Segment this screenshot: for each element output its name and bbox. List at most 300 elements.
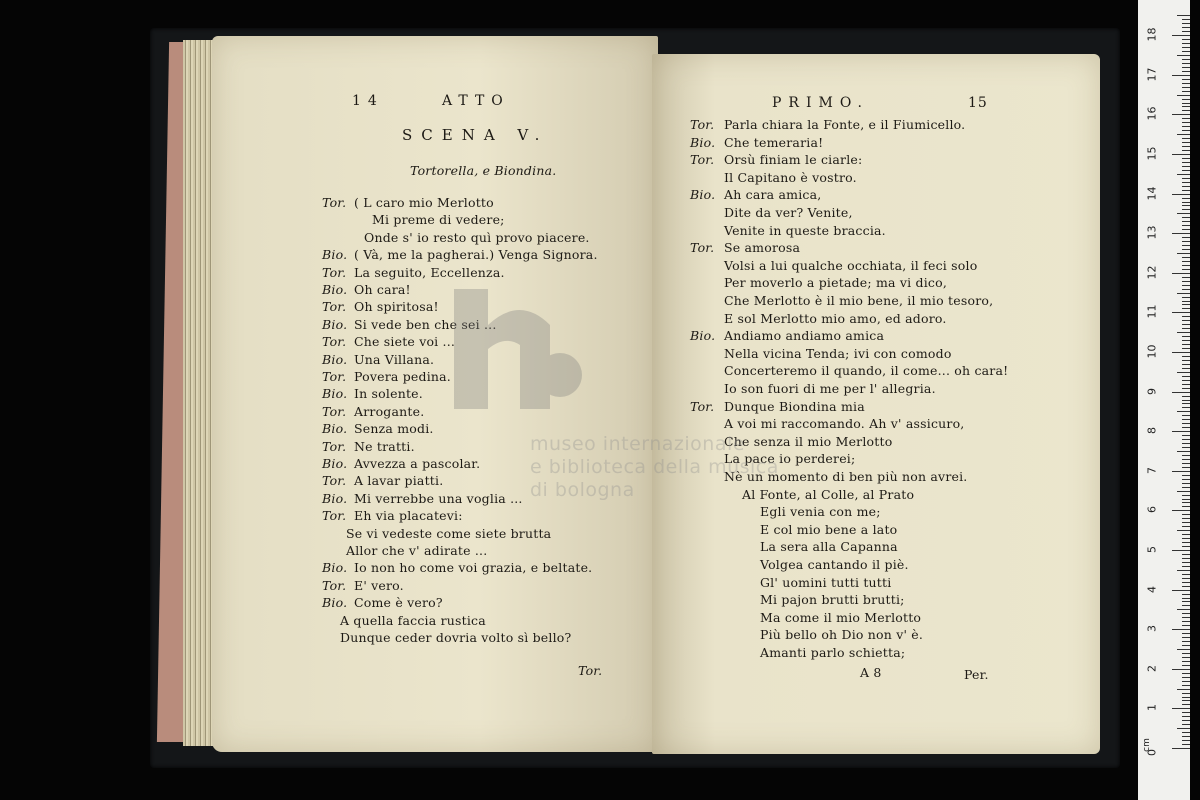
ruler-tick xyxy=(1182,697,1190,698)
right-text-line: Se amorosa xyxy=(724,240,801,256)
ruler-tick xyxy=(1182,439,1190,440)
ruler-tick xyxy=(1182,744,1190,745)
ruler-tick xyxy=(1182,225,1190,226)
ruler-number: 0 xyxy=(1145,749,1159,756)
right-text-line: Egli venia con me; xyxy=(760,504,881,520)
ruler-tick xyxy=(1182,384,1190,385)
ruler-tick xyxy=(1182,91,1190,92)
left-text-line: A lavar piatti. xyxy=(354,473,444,489)
ruler-tick xyxy=(1182,423,1190,424)
ruler-tick xyxy=(1182,502,1190,503)
ruler-tick xyxy=(1182,605,1190,606)
scene-characters: Tortorella, e Biondina. xyxy=(410,163,557,178)
ruler-tick xyxy=(1182,518,1190,519)
ruler-tick xyxy=(1182,43,1190,44)
left-speaker-label: Tor. xyxy=(322,403,347,419)
right-speaker-label: Bio. xyxy=(690,187,716,203)
ruler-tick xyxy=(1182,356,1190,357)
ruler-tick xyxy=(1182,661,1190,662)
ruler-tick xyxy=(1177,253,1190,254)
ruler-tick xyxy=(1182,320,1190,321)
ruler-tick xyxy=(1182,186,1190,187)
ruler-number: 12 xyxy=(1145,265,1159,280)
ruler-tick xyxy=(1182,562,1190,563)
right-speaker-label: Tor. xyxy=(690,152,715,168)
left-text-line: Eh via placatevi: xyxy=(354,508,463,524)
ruler-tick xyxy=(1172,510,1190,511)
ruler-tick xyxy=(1182,598,1190,599)
ruler-tick xyxy=(1182,396,1190,397)
ruler-number: 10 xyxy=(1145,344,1159,359)
ruler-number: 15 xyxy=(1145,146,1159,161)
left-catchword: Tor. xyxy=(578,663,603,678)
ruler-number: 9 xyxy=(1145,387,1159,395)
ruler-number: 11 xyxy=(1145,304,1159,319)
left-text-line: Ne tratti. xyxy=(354,438,415,454)
right-speaker-label: Tor. xyxy=(690,240,715,256)
left-text-line: ( Và, me la pagherai.) Venga Signora. xyxy=(354,247,598,263)
left-page xyxy=(212,36,658,752)
ruler-tick xyxy=(1182,388,1190,389)
ruler-tick xyxy=(1182,103,1190,104)
ruler-tick xyxy=(1182,681,1190,682)
watermark-line-1: museo internazionale xyxy=(530,433,745,455)
left-speaker-label: Tor. xyxy=(322,438,347,454)
ruler-tick xyxy=(1182,621,1190,622)
ruler-tick xyxy=(1172,154,1190,155)
ruler-tick xyxy=(1172,431,1190,432)
left-speaker-label: Bio. xyxy=(322,351,348,367)
left-speaker-label: Tor. xyxy=(322,577,347,593)
ruler-tick xyxy=(1182,467,1190,468)
ruler-tick xyxy=(1172,194,1190,195)
ruler-tick xyxy=(1177,570,1190,571)
ruler-tick xyxy=(1182,245,1190,246)
ruler-tick xyxy=(1177,609,1190,610)
ruler-tick xyxy=(1182,443,1190,444)
ruler-tick xyxy=(1182,249,1190,250)
right-text-line: Amanti parlo schietta; xyxy=(760,645,906,660)
ruler-tick xyxy=(1182,364,1190,365)
left-running-title: ATTO xyxy=(442,93,510,109)
ruler-tick xyxy=(1182,613,1190,614)
ruler-number: 4 xyxy=(1145,585,1159,593)
ruler-tick xyxy=(1182,281,1190,282)
left-speaker-label: Bio. xyxy=(322,386,348,402)
right-running-title: PRIMO. xyxy=(772,95,869,111)
left-text-line: Come è vero? xyxy=(354,595,443,611)
ruler-tick xyxy=(1182,39,1190,40)
ruler-tick xyxy=(1182,110,1190,111)
right-text-line: La sera alla Capanna xyxy=(760,539,898,555)
left-speaker-label: Tor. xyxy=(322,334,347,350)
ruler-tick xyxy=(1182,736,1190,737)
ruler-tick xyxy=(1182,455,1190,456)
ruler-tick xyxy=(1182,720,1190,721)
ruler-tick xyxy=(1182,217,1190,218)
right-text-line: Che senza il mio Merlotto xyxy=(724,433,893,449)
right-speaker-label: Bio. xyxy=(690,134,716,150)
right-text-line: Andiamo andiamo amica xyxy=(724,328,885,344)
left-text-line: Povera pedina. xyxy=(354,369,451,384)
ruler-tick xyxy=(1182,59,1190,60)
ruler-tick xyxy=(1182,522,1190,523)
left-text-line: Se vi vedeste come siete brutta xyxy=(346,525,552,541)
ruler-tick xyxy=(1172,590,1190,591)
right-text-line: Mi pajon brutti brutti; xyxy=(760,592,905,608)
scale-ruler xyxy=(1138,0,1190,800)
right-text-line: Ah cara amica, xyxy=(724,187,822,203)
ruler-tick xyxy=(1182,301,1190,302)
left-text-line: Avvezza a pascolar. xyxy=(354,456,481,471)
ruler-tick xyxy=(1182,542,1190,543)
ruler-tick xyxy=(1172,629,1190,630)
right-speaker-label: Bio. xyxy=(690,328,716,344)
ruler-tick xyxy=(1182,716,1190,717)
left-speaker-label: Tor. xyxy=(322,369,347,384)
ruler-tick xyxy=(1182,475,1190,476)
left-text-line: E' vero. xyxy=(354,577,404,593)
ruler-tick xyxy=(1182,637,1190,638)
right-speaker-label: Tor. xyxy=(690,117,715,132)
ruler-tick xyxy=(1182,526,1190,527)
ruler-tick xyxy=(1182,138,1190,139)
ruler-tick xyxy=(1182,202,1190,203)
ruler-tick xyxy=(1182,63,1190,64)
ruler-tick xyxy=(1182,130,1190,131)
ruler-tick xyxy=(1182,261,1190,262)
ruler-tick xyxy=(1182,586,1190,587)
ruler-tick xyxy=(1177,213,1190,214)
left-speaker-label: Bio. xyxy=(322,595,348,611)
left-text-line: Mi preme di vedere; xyxy=(372,212,505,228)
ruler-tick xyxy=(1182,578,1190,579)
scene-title: SCENA V. xyxy=(402,126,549,144)
ruler-tick xyxy=(1182,190,1190,191)
right-text-line: Nella vicina Tenda; ivi con comodo xyxy=(724,345,952,361)
right-text-line: Che Merlotto è il mio bene, il mio tesoro, xyxy=(724,293,994,308)
ruler-tick xyxy=(1182,269,1190,270)
ruler-tick xyxy=(1172,352,1190,353)
ruler-tick xyxy=(1172,748,1190,749)
ruler-tick xyxy=(1182,538,1190,539)
ruler-tick xyxy=(1182,400,1190,401)
right-text-line: Gl' uomini tutti tutti xyxy=(760,574,892,590)
right-text-line: E sol Merlotto mio amo, ed adoro. xyxy=(724,310,947,326)
ruler-tick xyxy=(1182,594,1190,595)
ruler-tick xyxy=(1182,625,1190,626)
ruler-tick xyxy=(1182,166,1190,167)
ruler-number: 7 xyxy=(1145,466,1159,474)
ruler-tick xyxy=(1182,554,1190,555)
left-speaker-label: Bio. xyxy=(322,421,348,437)
ruler-tick xyxy=(1182,641,1190,642)
left-speaker-label: Bio. xyxy=(322,456,348,471)
ruler-tick xyxy=(1177,332,1190,333)
ruler-tick xyxy=(1182,71,1190,72)
right-page xyxy=(652,54,1100,754)
ruler-tick xyxy=(1182,487,1190,488)
right-text-line: Parla chiara la Fonte, e il Fiumicello. xyxy=(724,117,966,132)
ruler-tick xyxy=(1177,649,1190,650)
ruler-tick xyxy=(1182,558,1190,559)
ruler-tick xyxy=(1182,633,1190,634)
ruler-tick xyxy=(1177,491,1190,492)
ruler-tick xyxy=(1182,368,1190,369)
ruler-tick xyxy=(1182,534,1190,535)
ruler-tick xyxy=(1182,479,1190,480)
ruler-number: 18 xyxy=(1145,27,1159,42)
ruler-tick xyxy=(1182,673,1190,674)
right-text-line: E col mio bene a lato xyxy=(760,521,898,537)
ruler-tick xyxy=(1182,324,1190,325)
ruler-tick xyxy=(1182,483,1190,484)
right-text-line: Per moverlo a pietade; ma vi dico, xyxy=(724,275,947,291)
left-text-line: Arrogante. xyxy=(354,403,425,419)
ruler-tick xyxy=(1182,79,1190,80)
ruler-tick xyxy=(1182,241,1190,242)
left-speaker-label: Bio. xyxy=(322,490,348,506)
ruler-tick xyxy=(1182,126,1190,127)
ruler-tick xyxy=(1182,31,1190,32)
ruler-tick xyxy=(1177,451,1190,452)
ruler-tick xyxy=(1182,546,1190,547)
left-speaker-label: Bio. xyxy=(322,316,348,332)
ruler-tick xyxy=(1182,158,1190,159)
ruler-tick xyxy=(1172,312,1190,313)
ruler-tick xyxy=(1182,162,1190,163)
right-catchword: Per. xyxy=(964,667,989,682)
ruler-tick xyxy=(1177,728,1190,729)
ruler-tick xyxy=(1182,118,1190,119)
ruler-tick xyxy=(1172,708,1190,709)
right-text-line: Il Capitano è vostro. xyxy=(724,169,857,185)
ruler-tick xyxy=(1182,582,1190,583)
ruler-tick xyxy=(1182,403,1190,404)
ruler-tick xyxy=(1182,693,1190,694)
left-speaker-label: Tor. xyxy=(322,508,347,524)
ruler-tick xyxy=(1182,67,1190,68)
right-page-number: 15 xyxy=(968,95,988,111)
right-text-line: La pace io perderei; xyxy=(724,451,856,467)
left-speaker-label: Bio. xyxy=(322,282,348,297)
ruler-tick xyxy=(1182,23,1190,24)
ruler-tick xyxy=(1182,495,1190,496)
left-speaker-label: Tor. xyxy=(322,195,347,210)
ruler-tick xyxy=(1182,297,1190,298)
ruler-tick xyxy=(1182,340,1190,341)
ruler-number: 17 xyxy=(1145,67,1159,82)
ruler-tick xyxy=(1182,27,1190,28)
ruler-tick xyxy=(1182,265,1190,266)
ruler-tick xyxy=(1182,566,1190,567)
left-text-line: Io non ho come voi grazia, e beltate. xyxy=(354,560,593,576)
ruler-tick xyxy=(1182,740,1190,741)
ruler-tick xyxy=(1177,689,1190,690)
ruler-number: 13 xyxy=(1145,225,1159,240)
right-text-line: Io son fuori di me per l' allegria. xyxy=(724,381,936,396)
ruler-tick xyxy=(1182,316,1190,317)
ruler-number: 5 xyxy=(1145,546,1159,553)
left-speaker-label: Tor. xyxy=(322,473,347,489)
right-text-line: Più bello oh Dio non v' è. xyxy=(760,627,924,643)
ruler-number: 1 xyxy=(1145,704,1159,712)
ruler-number: 14 xyxy=(1145,186,1159,201)
left-text-line: La seguito, Eccellenza. xyxy=(354,264,505,280)
right-text-line: A voi mi raccomando. Ah v' assicuro, xyxy=(724,416,965,432)
watermark-line-3: di bologna xyxy=(530,479,635,501)
ruler-tick xyxy=(1172,273,1190,274)
ruler-tick xyxy=(1182,435,1190,436)
ruler-tick xyxy=(1182,198,1190,199)
left-text-line: Oh cara! xyxy=(354,282,411,297)
ruler-tick xyxy=(1182,182,1190,183)
right-text-line: Volsi a lui qualche occhiata, il feci solo xyxy=(724,257,978,273)
ruler-tick xyxy=(1182,257,1190,258)
left-text-line: Che siete voi ... xyxy=(354,334,456,350)
ruler-tick xyxy=(1182,229,1190,230)
ruler-tick xyxy=(1182,308,1190,309)
ruler-tick xyxy=(1182,677,1190,678)
ruler-tick xyxy=(1182,459,1190,460)
left-text-line: In solente. xyxy=(354,386,423,402)
ruler-tick xyxy=(1172,233,1190,234)
ruler-tick xyxy=(1182,285,1190,286)
ruler-tick xyxy=(1182,360,1190,361)
right-speaker-label: Tor. xyxy=(690,398,715,414)
ruler-tick xyxy=(1177,372,1190,373)
ruler-tick xyxy=(1182,617,1190,618)
left-speaker-label: Bio. xyxy=(322,560,348,576)
ruler-tick xyxy=(1177,134,1190,135)
left-text-line: A quella faccia rustica xyxy=(340,612,486,628)
ruler-tick xyxy=(1172,392,1190,393)
ruler-tick xyxy=(1182,415,1190,416)
ruler-tick xyxy=(1172,75,1190,76)
ruler-tick xyxy=(1182,51,1190,52)
left-text-line: Dunque ceder dovria volto sì bello? xyxy=(340,630,572,645)
left-text-line: Allor che v' adirate ... xyxy=(346,543,488,558)
ruler-tick xyxy=(1182,657,1190,658)
ruler-tick xyxy=(1182,506,1190,507)
ruler-tick xyxy=(1182,146,1190,147)
left-text-line: Si vede ben che sei ... xyxy=(354,316,497,332)
ruler-tick xyxy=(1177,411,1190,412)
ruler-tick xyxy=(1172,114,1190,115)
ruler-tick xyxy=(1182,237,1190,238)
ruler-tick xyxy=(1182,407,1190,408)
ruler-tick xyxy=(1177,530,1190,531)
right-text-line: Al Fonte, al Colle, al Prato xyxy=(742,486,915,502)
ruler-tick xyxy=(1182,19,1190,20)
ruler-tick xyxy=(1182,170,1190,171)
ruler-tick xyxy=(1182,601,1190,602)
ruler-tick xyxy=(1172,471,1190,472)
left-text-line: ( L caro mio Merlotto xyxy=(354,195,494,210)
right-text-line: Dunque Biondina mia xyxy=(724,398,865,414)
ruler-tick xyxy=(1172,35,1190,36)
ruler-tick xyxy=(1182,712,1190,713)
ruler-tick xyxy=(1182,447,1190,448)
ruler-tick xyxy=(1182,645,1190,646)
right-text-line: Venite in queste braccia. xyxy=(724,222,886,238)
ruler-tick xyxy=(1182,328,1190,329)
right-text-line: Volgea cantando il piè. xyxy=(760,557,909,572)
ruler-tick xyxy=(1182,47,1190,48)
ruler-tick xyxy=(1182,732,1190,733)
ruler-tick xyxy=(1182,106,1190,107)
ruler-tick xyxy=(1182,574,1190,575)
ruler-tick xyxy=(1182,665,1190,666)
ruler-tick xyxy=(1182,99,1190,100)
ruler-tick xyxy=(1172,669,1190,670)
ruler-tick xyxy=(1182,277,1190,278)
ruler-tick xyxy=(1182,463,1190,464)
left-page-number: 14 xyxy=(352,93,384,109)
right-text-line: Che temeraria! xyxy=(724,134,824,150)
left-text-line: Mi verrebbe una voglia ... xyxy=(354,490,523,506)
ruler-tick xyxy=(1182,336,1190,337)
ruler-tick xyxy=(1177,293,1190,294)
ruler-number: 3 xyxy=(1145,625,1159,633)
ruler-number: 2 xyxy=(1145,664,1159,672)
left-text-line: Senza modi. xyxy=(354,421,434,437)
ruler-tick xyxy=(1182,514,1190,515)
ruler-tick xyxy=(1182,122,1190,123)
left-speaker-label: Bio. xyxy=(322,247,348,263)
ruler-unit: cm xyxy=(1141,738,1152,752)
ruler-tick xyxy=(1182,304,1190,305)
ruler-tick xyxy=(1177,174,1190,175)
ruler-number: 8 xyxy=(1145,427,1159,435)
ruler-number: 6 xyxy=(1145,506,1159,514)
ruler-tick xyxy=(1182,348,1190,349)
ruler-tick xyxy=(1182,499,1190,500)
ruler-tick xyxy=(1182,427,1190,428)
ruler-tick xyxy=(1182,221,1190,222)
ruler-tick xyxy=(1182,376,1190,377)
left-text-line: Onde s' io resto quì provo piacere. xyxy=(364,229,590,245)
ruler-tick xyxy=(1182,700,1190,701)
watermark-line-2: e biblioteca della musica xyxy=(530,456,779,478)
ruler-tick xyxy=(1182,704,1190,705)
ruler-tick xyxy=(1182,142,1190,143)
ruler-tick xyxy=(1182,83,1190,84)
signature-mark: A 8 xyxy=(860,665,882,680)
ruler-tick xyxy=(1182,724,1190,725)
ruler-tick xyxy=(1182,150,1190,151)
ruler-tick xyxy=(1172,550,1190,551)
ruler-tick xyxy=(1177,95,1190,96)
ruler-tick xyxy=(1182,205,1190,206)
ruler-tick xyxy=(1177,15,1190,16)
ruler-tick xyxy=(1182,209,1190,210)
ruler-tick xyxy=(1177,55,1190,56)
ruler-tick xyxy=(1182,289,1190,290)
ruler-number: 16 xyxy=(1145,106,1159,121)
right-text-line: Orsù finiam le ciarle: xyxy=(724,152,863,168)
ruler-tick xyxy=(1182,87,1190,88)
left-text-line: Oh spiritosa! xyxy=(354,299,439,315)
right-text-line: Dite da ver? Venite, xyxy=(724,205,853,220)
right-text-line: Nè un momento di ben più non avrei. xyxy=(724,469,968,484)
ruler-tick xyxy=(1182,380,1190,381)
ruler-tick xyxy=(1182,653,1190,654)
ruler-tick xyxy=(1182,685,1190,686)
left-text-line: Una Villana. xyxy=(354,351,435,367)
ruler-tick xyxy=(1182,344,1190,345)
right-text-line: Ma come il mio Merlotto xyxy=(760,609,922,625)
